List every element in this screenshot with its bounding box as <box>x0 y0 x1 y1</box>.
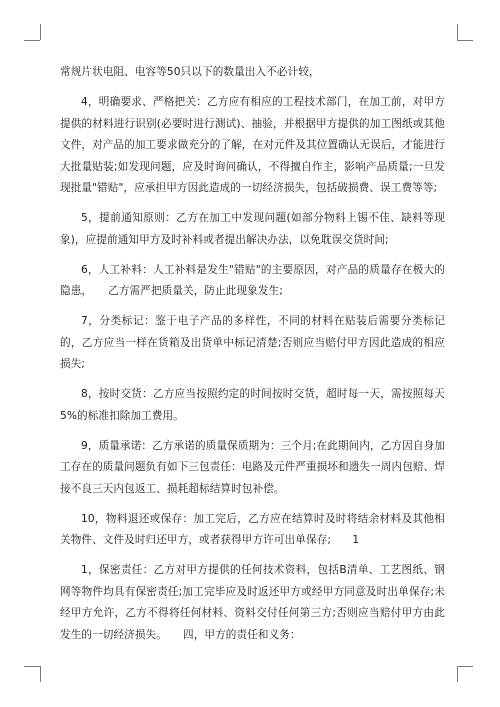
paragraph-clause-10: 10，物料退还或保存：加工完后，乙方应在结算时及时将结余材料及其他相关物件、文件及时归还甲方，或者获得甲方许可出单保存; 1 <box>60 512 445 546</box>
paragraph-clause-8: 8，按时交货：乙方应当按照约定的时间按时交货，超时每一天，需按照每天5%的标准扣除加工费用。 <box>60 388 445 422</box>
paragraph-clause-9: 9，质量承诺：乙方承诺的质量保质期为：三个月;在此期间内，乙方因自身加工存在的质量问题负有如下三包责任：电路及元件严重损坏和遗失一周内包赔、焊接不良三天内包返工、损耗超标结算时包补偿。 <box>60 439 445 495</box>
paragraph-clause-4: 4，明确要求、严格把关：乙方应有相应的工程技术部门，在加工前，对甲方提供的材料进行识别(必要时进行测试)、抽验，并根据甲方提供的加工图纸或其他文件，对产品的加工要求做充分的了解，在对元件及其位置确认无误后，才能进行大批量贴装;如发现问题，应及时询问确认，不得擅自作主，影响产品质量;一旦发现批量"错贴"，应承担甲方因此造成的一切经济损失，包括破损费、误工费等等; <box>60 96 445 194</box>
document-body <box>60 62 445 646</box>
paragraph-clause-11: 1，保密责任：乙方对甲方提供的任何技术资料，包括B清单、工艺图纸、钢网等物件均具有保密责任;加工完毕应及时返还甲方或经甲方同意及时出单保存;未经甲方允许，乙方不得将任何材料、资料交付任何第三方;否则应当赔付甲方由此发生的一切经济损失。 四，甲方的责任和义务： <box>60 564 445 641</box>
paragraph-clause-7: 7，分类标记：鉴于电子产品的多样性，不同的材料在贴装后需要分类标记的，乙方应当一样在货箱及出货单中标记清楚;否则应当赔付甲方因此造成的相应损失; <box>60 315 445 370</box>
paragraph-clause-6: 6，人工补料：人工补料是发生"错贴"的主要原因，对产品的质量存在极大的隐患， 乙方需严把质量关，防止此现象发生; <box>60 263 445 297</box>
paragraph-1: 常规片状电阻、电容等50只以下的数量出入不必计较， <box>60 66 320 78</box>
paragraph-clause-5: 5，提前通知原则：乙方在加工中发现问题(如部分物料上锡不佳、缺料等现象)，应提前通知甲方及时补料或者提出解决办法，以免耽误交货时间; <box>60 212 445 246</box>
